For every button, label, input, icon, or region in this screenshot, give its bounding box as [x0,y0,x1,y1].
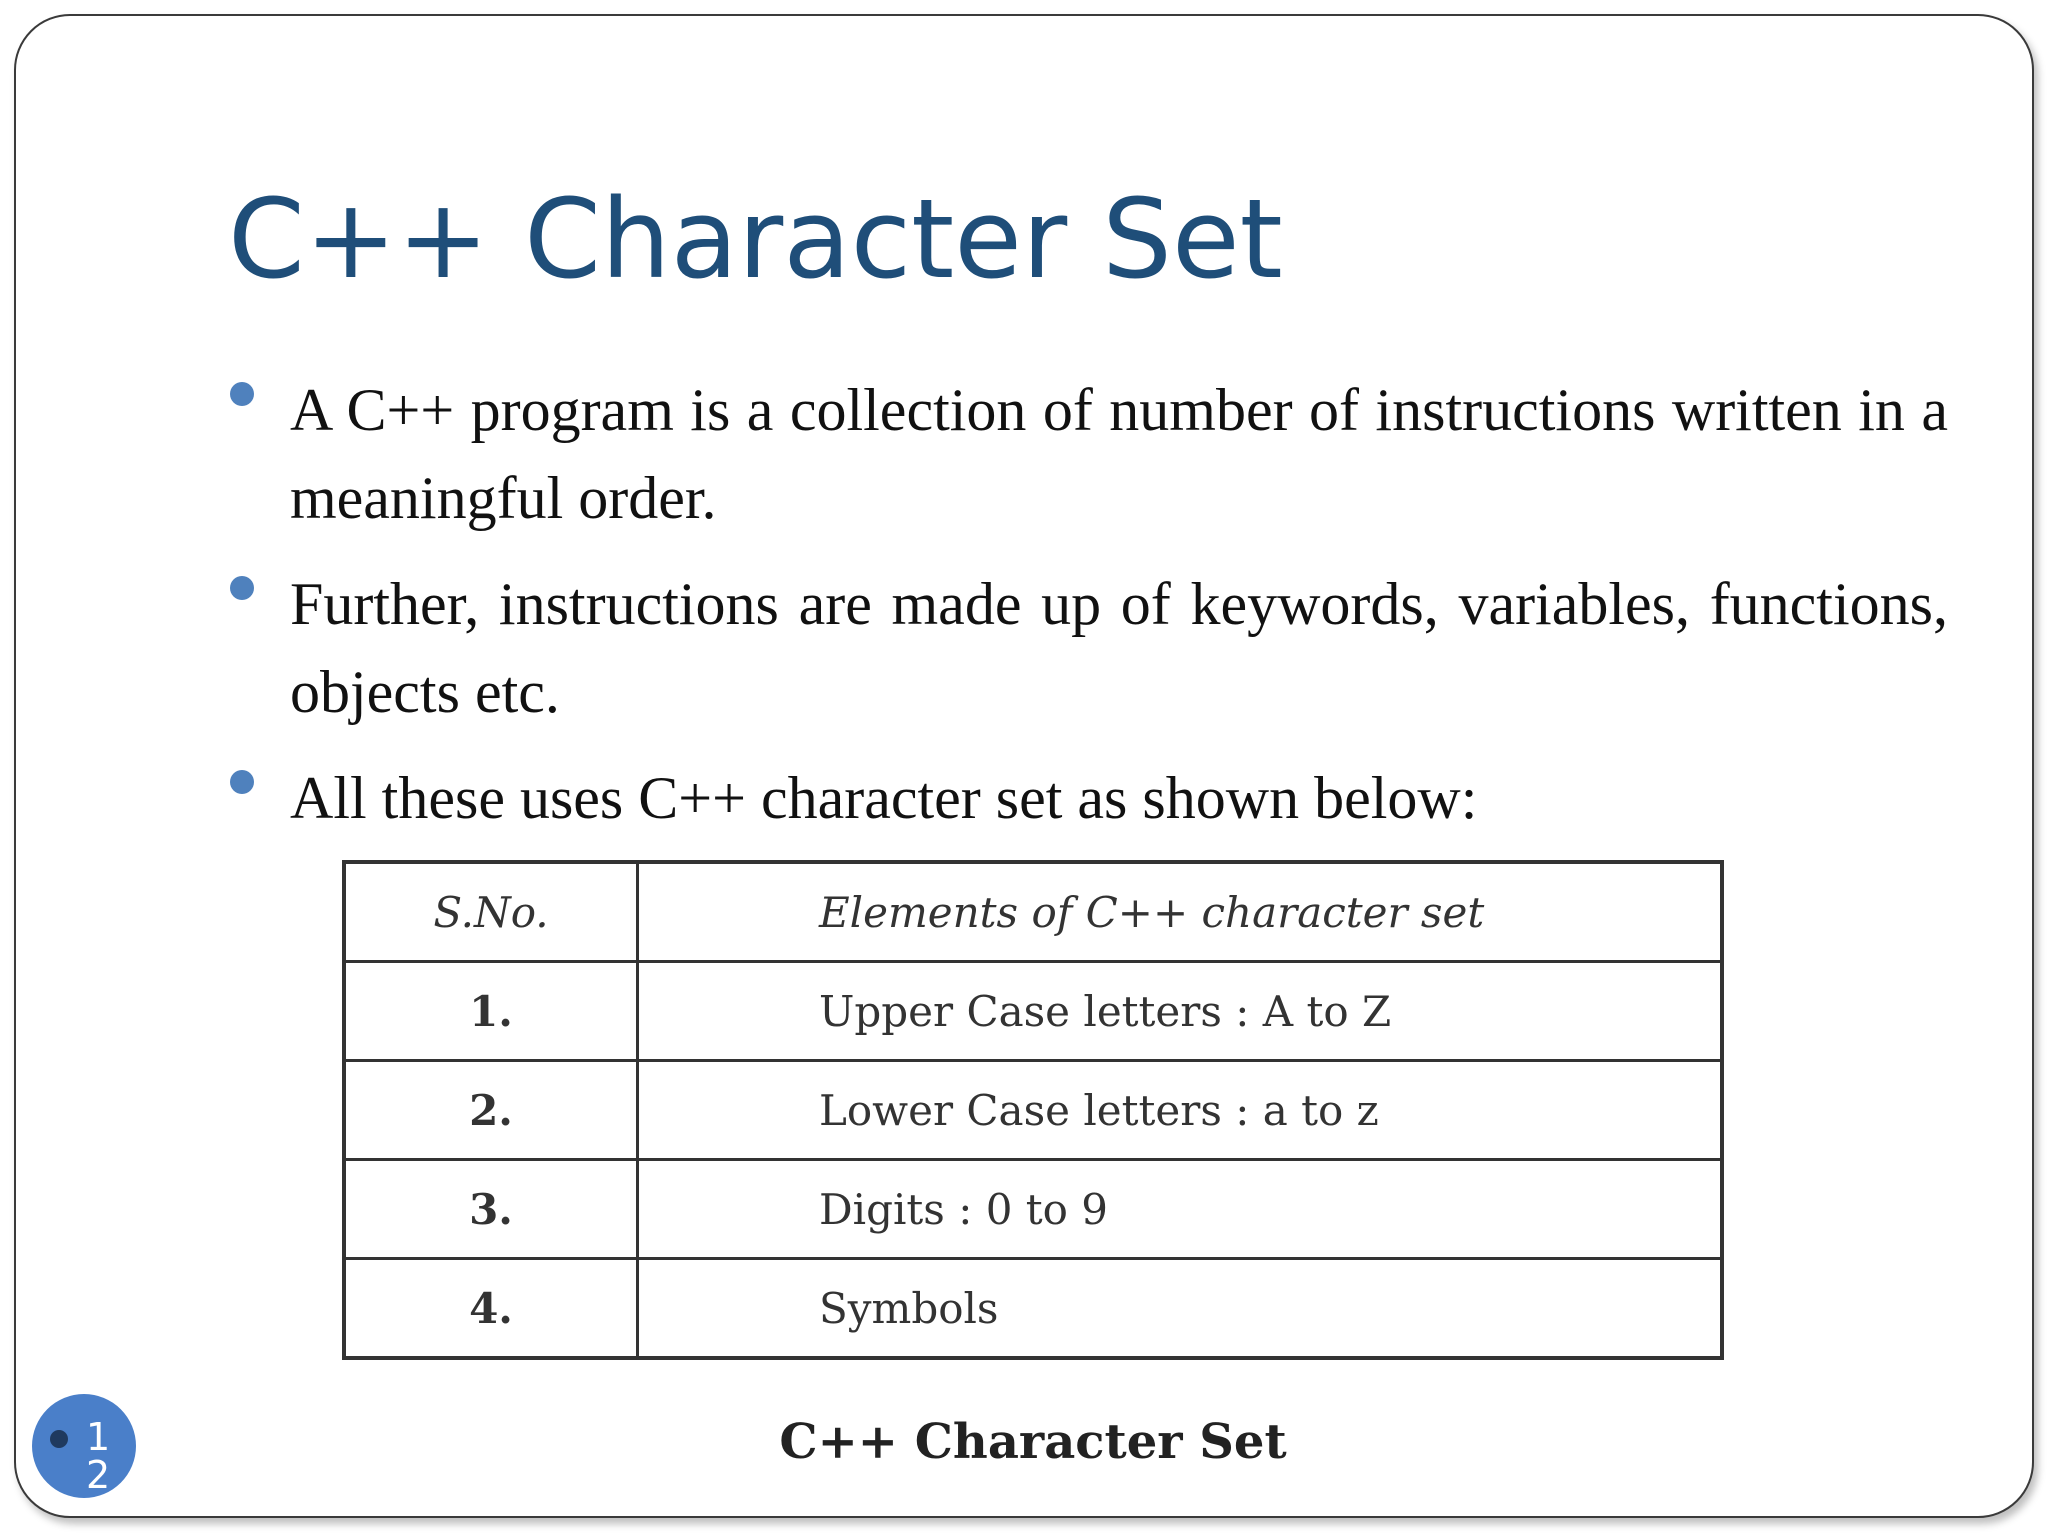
cell-sno: 4. [344,1259,638,1359]
bullet-dot-icon [230,576,254,600]
page-number-badge [32,1394,136,1498]
cell-element: Symbols [638,1259,1723,1359]
page-number: 12 [86,1415,111,1497]
cell-element: Lower Case letters : a to z [638,1061,1723,1160]
bullet-item [228,560,1948,736]
bullet-dot-icon [230,770,254,794]
bullet-list [228,366,1948,860]
header-elements: Elements of C++ character set [638,862,1723,962]
table-caption: C++ Character Set [779,1414,1287,1470]
table-row [344,1160,1722,1259]
slide-title: C++ Character Set [228,175,1283,303]
table-header-row [344,862,1722,962]
table-row [344,962,1722,1061]
bullet-item [228,754,1948,842]
character-set-table [342,860,1724,1360]
bullet-text: Further, instructions are made up of keywords, variables, functions, objects etc. [290,571,1948,725]
bullet-text: All these uses C++ character set as shown below: [290,765,1478,831]
cell-sno: 3. [344,1160,638,1259]
cell-sno: 2. [344,1061,638,1160]
bullet-dot-icon [230,382,254,406]
cell-element: Upper Case letters : A to Z [638,962,1723,1061]
slide [14,14,2034,1518]
header-sno: S.No. [344,862,638,962]
bullet-item [228,366,1948,542]
cell-sno: 1. [344,962,638,1061]
table-row [344,1259,1722,1359]
badge-dot-icon [50,1430,68,1448]
bullet-text: A C++ program is a collection of number of instructions written in a meaningful order. [290,377,1948,531]
cell-element: Digits : 0 to 9 [638,1160,1723,1259]
table-row [344,1061,1722,1160]
